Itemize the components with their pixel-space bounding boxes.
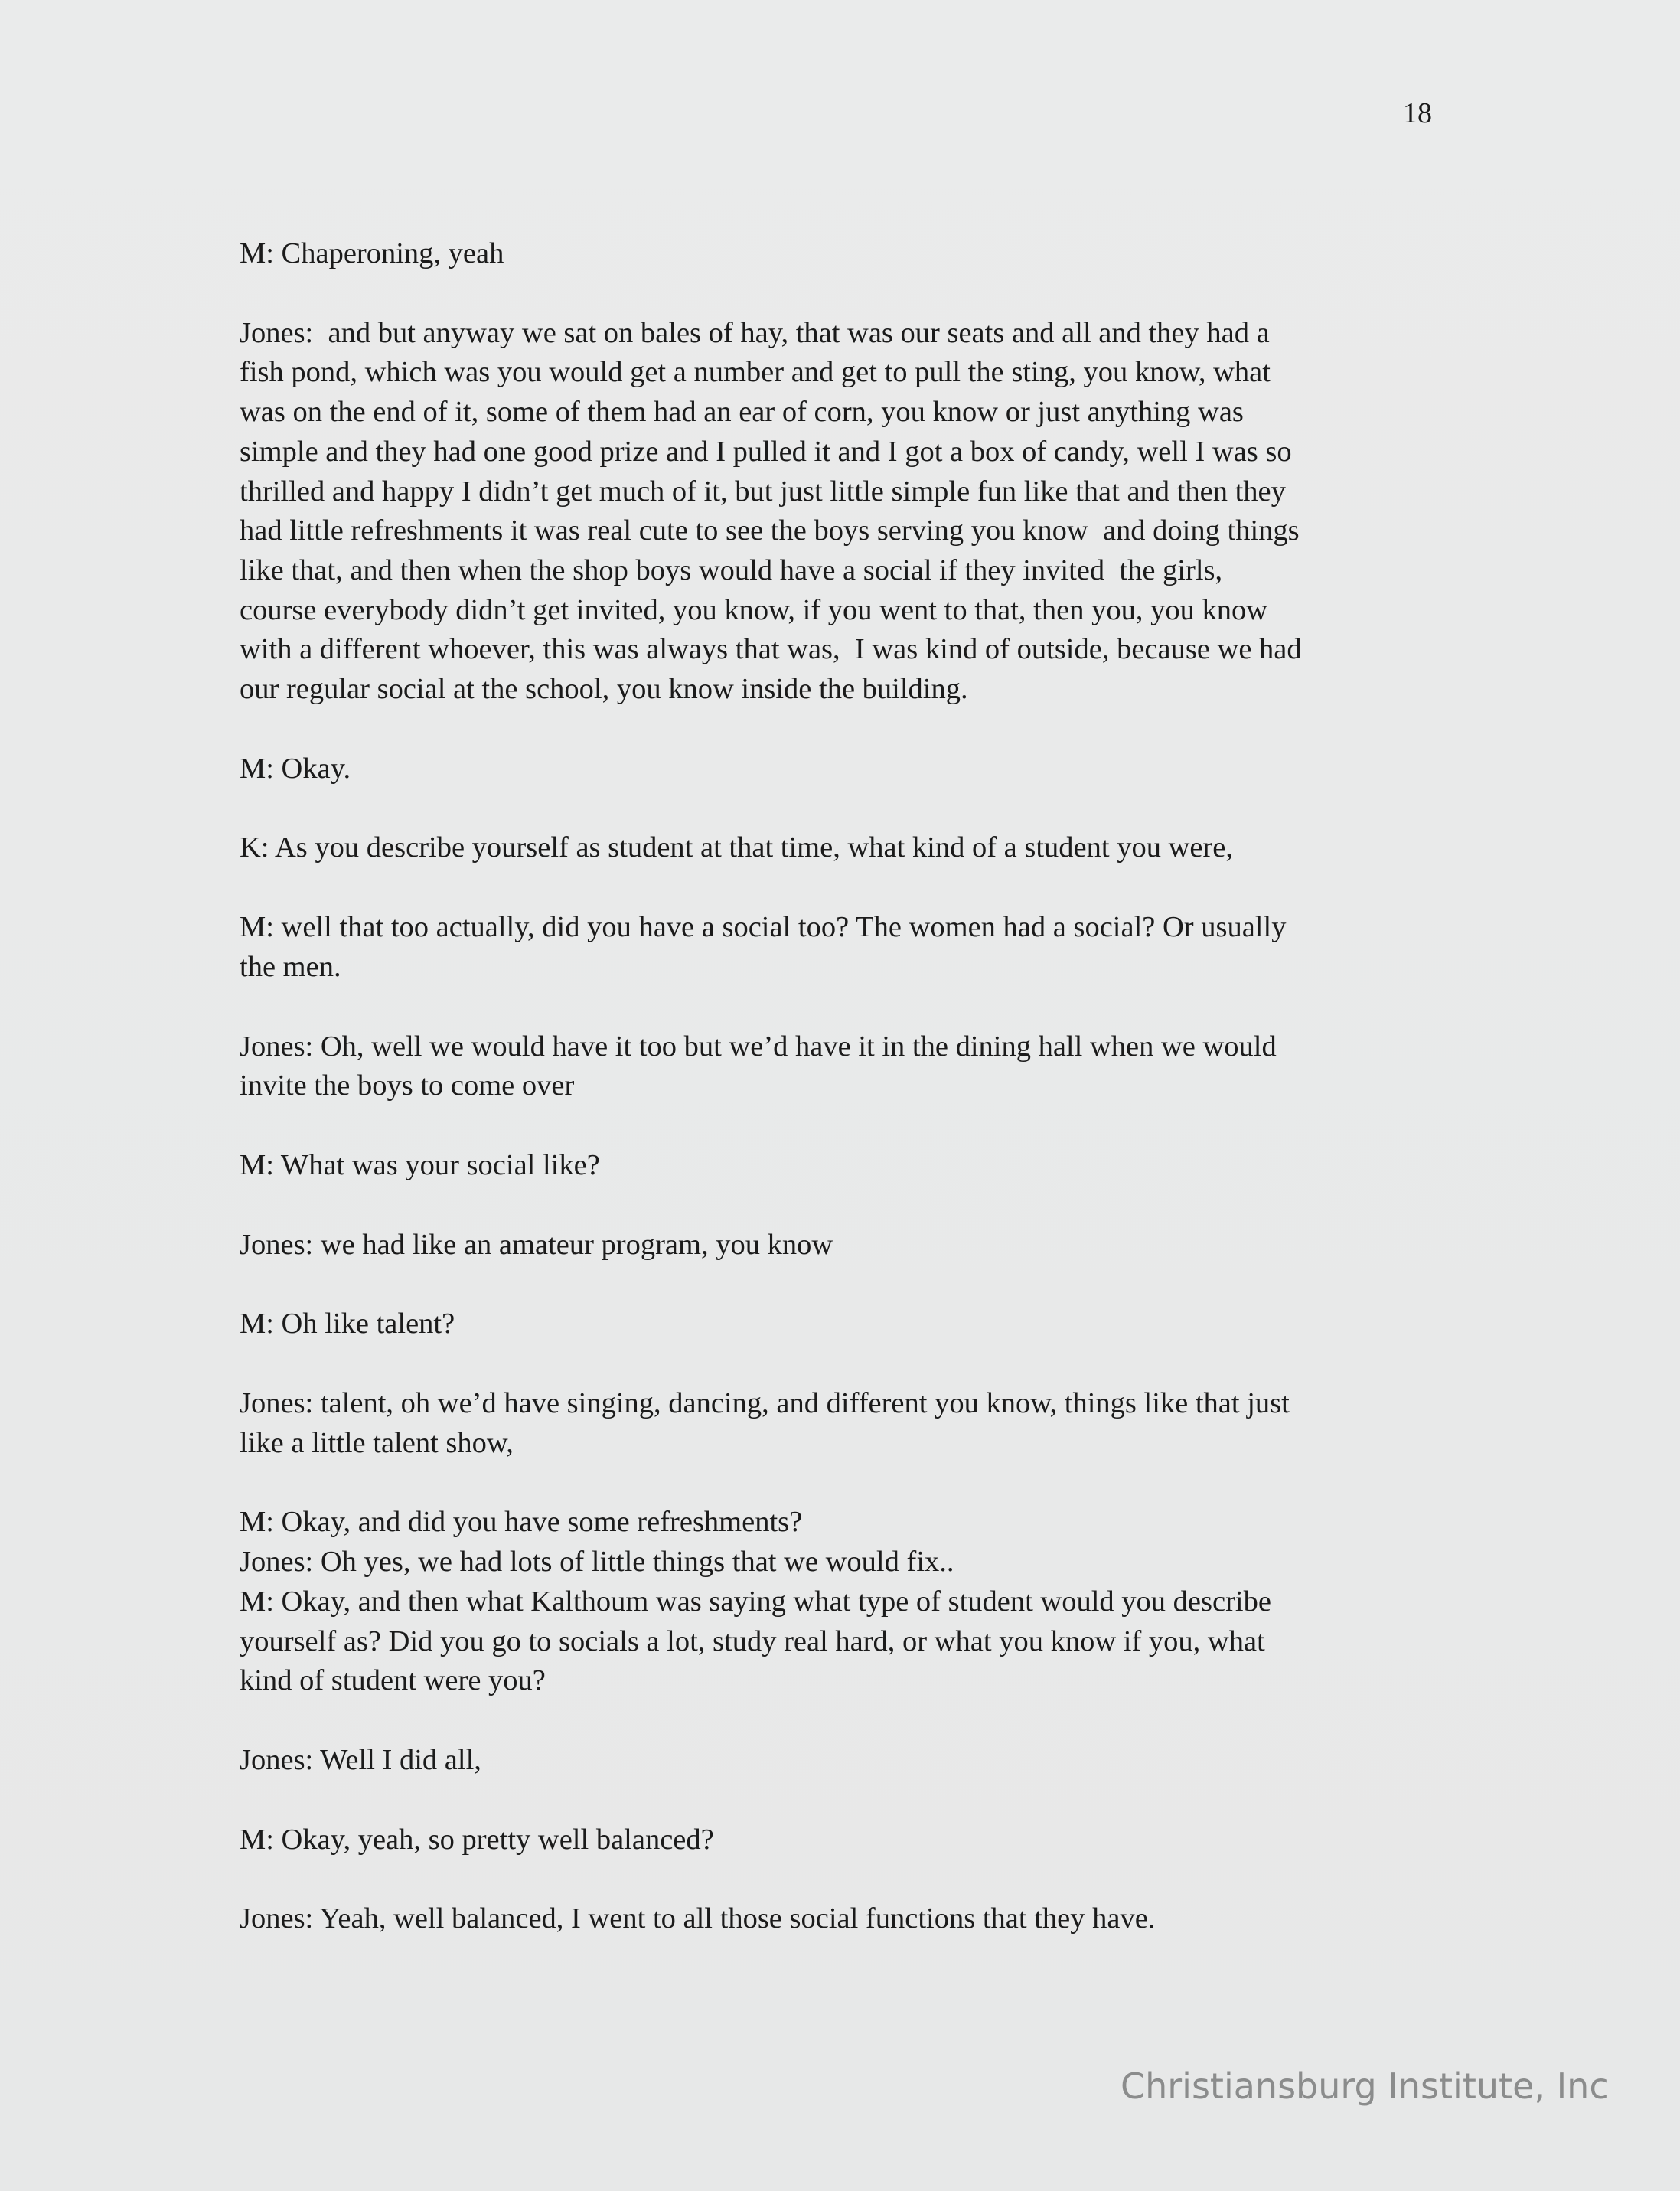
text-line: M: Okay. (240, 752, 351, 785)
text-line: kind of student were you? (240, 1664, 546, 1697)
text-line: had little refreshments it was real cute to see the boys serving you know and doing things (240, 514, 1300, 547)
text-line: Jones: Yeah, well balanced, I went to all those social functions that they have. (240, 1902, 1156, 1935)
paragraph (240, 1384, 1449, 1463)
paragraph (240, 1146, 1449, 1186)
paragraph (240, 1899, 1449, 1939)
text-line: course everybody didn’t get invited, you know, if you went to that, then you, you know (240, 593, 1268, 626)
text-line: Jones: talent, oh we’d have singing, dancing, and different you know, things like that just (240, 1387, 1290, 1420)
paragraph (240, 1503, 1449, 1701)
text-line: like a little talent show, (240, 1426, 514, 1459)
paragraph (240, 314, 1449, 710)
text-line: Jones: Oh yes, we had lots of little things that we would fix.. (240, 1546, 954, 1579)
text-line: yourself as? Did you go to socials a lot, study real hard, or what you know if you, what (240, 1624, 1265, 1657)
text-line: Jones: Oh, well we would have it too but we’d have it in the dining hall when we would (240, 1030, 1277, 1063)
watermark: Christiansburg Institute, Inc (1121, 2065, 1609, 2107)
paragraph (240, 1741, 1449, 1781)
paragraph (240, 749, 1449, 789)
text-line: Jones: we had like an amateur program, you know (240, 1228, 833, 1261)
text-line: was on the end of it, some of them had an ear of corn, you know or just anything was (240, 396, 1244, 429)
text-line: M: Okay, and did you have some refreshments? (240, 1506, 803, 1539)
text-line: with a different whoever, this was always that was, I was kind of outside, because we had (240, 633, 1302, 666)
paragraph (240, 1820, 1449, 1860)
paragraph (240, 234, 1449, 274)
paragraph (240, 1304, 1449, 1344)
paragraph (240, 828, 1449, 868)
page-number: 18 (1403, 97, 1432, 129)
text-line: invite the boys to come over (240, 1069, 575, 1102)
paragraph (240, 1027, 1449, 1106)
transcript-body (240, 234, 1449, 1939)
text-line: Jones: Well I did all, (240, 1743, 481, 1776)
text-line: M: Chaperoning, yeah (240, 237, 504, 269)
text-line: fish pond, which was you would get a number and get to pull the sting, you know, what (240, 356, 1271, 389)
text-line: K: As you describe yourself as student at that time, what kind of a student you were, (240, 831, 1234, 864)
text-line: M: Okay, yeah, so pretty well balanced? (240, 1823, 714, 1856)
text-line: M: What was your social like? (240, 1148, 600, 1181)
text-line: like that, and then when the shop boys would have a social if they invited the girls, (240, 553, 1223, 586)
text-line: Jones: and but anyway we sat on bales of hay, that was our seats and all and they had a (240, 316, 1270, 349)
text-line: our regular social at the school, you know inside the building. (240, 673, 968, 706)
paragraph (240, 1226, 1449, 1265)
text-line: thrilled and happy I didn’t get much of it, but just little simple fun like that and then they (240, 475, 1286, 508)
text-line: simple and they had one good prize and I pulled it and I got a box of candy, well I was so (240, 435, 1292, 468)
text-line: M: Okay, and then what Kalthoum was saying what type of student would you describe (240, 1585, 1271, 1618)
text-line: the men. (240, 950, 341, 983)
paragraph (240, 908, 1449, 987)
text-line: M: Oh like talent? (240, 1308, 455, 1340)
text-line: M: well that too actually, did you have a social too? The women had a social? Or usually (240, 911, 1287, 944)
